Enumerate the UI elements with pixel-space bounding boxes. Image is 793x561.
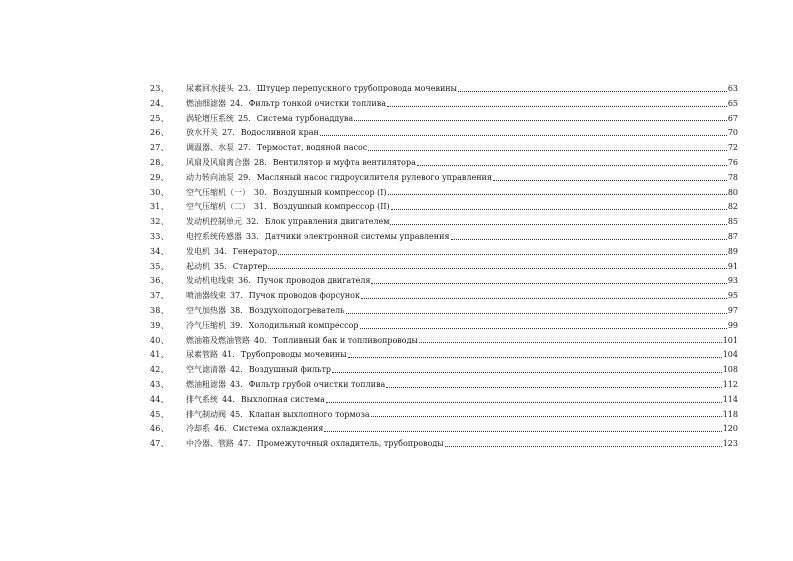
entry-title-russian: Датчики электронной системы управления — [264, 231, 450, 241]
entry-number-russian: 29. — [238, 172, 251, 182]
entry-number-russian: 47. — [238, 439, 251, 449]
page-number[interactable]: 101 — [722, 335, 738, 345]
toc-entry[interactable] — [150, 245, 738, 260]
entry-title — [186, 171, 728, 186]
entry-title-russian: Воздухоподогреватель — [248, 305, 345, 315]
toc-entry[interactable] — [150, 393, 738, 408]
page-number[interactable]: 87 — [727, 231, 738, 241]
entry-title-chinese: 调温器、水泵 — [186, 143, 234, 153]
entry-title-chinese: 燃油粗滤器 — [186, 379, 226, 389]
toc-entry[interactable] — [150, 274, 738, 289]
page-number[interactable]: 120 — [722, 424, 738, 434]
entry-number-russian: 31. — [254, 202, 267, 212]
dot-leader — [354, 120, 727, 121]
entry-number-russian: 34. — [214, 246, 227, 256]
entry-number-russian: 42. — [230, 365, 243, 375]
dot-leader — [371, 283, 726, 284]
page-number[interactable]: 65 — [727, 98, 738, 108]
entry-number-russian: 30. — [254, 187, 267, 197]
entry-title — [186, 378, 723, 393]
entry-title-russian: Масляный насос гидроусилителя рулевого управления — [256, 172, 492, 182]
entry-title-russian: Фильтр грубой очистки топлива — [248, 379, 386, 389]
entry-number-russian: 24. — [230, 98, 243, 108]
entry-title — [186, 408, 723, 423]
dot-leader — [390, 224, 726, 225]
dot-leader — [324, 431, 721, 432]
dot-leader — [346, 313, 727, 314]
entry-title-russian: Система охлаждения — [232, 424, 324, 434]
entry-title-russian: Трубопроводы мочевины — [240, 350, 347, 360]
dot-leader — [360, 328, 727, 329]
entry-title-chinese: 起动机 — [186, 261, 210, 271]
toc-entry[interactable] — [150, 319, 738, 334]
entry-title — [186, 97, 728, 112]
entry-number: 39、 — [150, 320, 169, 330]
page-number[interactable]: 123 — [722, 439, 738, 449]
entry-number: 38、 — [150, 305, 169, 315]
toc-entry[interactable] — [150, 141, 738, 156]
entry-number: 41、 — [150, 350, 169, 360]
entry-number: 40、 — [150, 335, 169, 345]
page-number[interactable]: 91 — [727, 261, 738, 271]
toc-entry[interactable] — [150, 215, 738, 230]
entry-number: 25、 — [150, 113, 169, 123]
page-number[interactable]: 76 — [727, 157, 738, 167]
entry-title — [186, 260, 728, 275]
toc-entry[interactable] — [150, 112, 738, 127]
page-number[interactable]: 112 — [722, 379, 738, 389]
dot-leader — [348, 357, 722, 358]
toc-entry[interactable] — [150, 289, 738, 304]
entry-title-chinese: 发动机电线束 — [186, 276, 234, 286]
dot-leader — [417, 165, 727, 166]
dot-leader — [419, 342, 722, 343]
entry-title-chinese: 发动机控制单元 — [186, 217, 242, 227]
entry-title — [186, 245, 728, 260]
entry-title — [186, 126, 728, 141]
entry-number: 36、 — [150, 276, 169, 286]
entry-title-chinese: 空气滤清器 — [186, 365, 226, 375]
dot-leader — [493, 180, 727, 181]
page-number[interactable]: 95 — [727, 291, 738, 301]
page-number[interactable]: 89 — [727, 246, 738, 256]
entry-number-russian: 43. — [230, 379, 243, 389]
entry-title-russian: Холодильный компрессор — [248, 320, 359, 330]
entry-title — [186, 230, 728, 245]
entry-title-chinese: 中冷器、管路 — [186, 439, 234, 449]
entry-number: 46、 — [150, 424, 169, 434]
entry-number: 47、 — [150, 439, 169, 449]
entry-title-russian: Фильтр тонкой очистки топлива — [248, 98, 386, 108]
dot-leader — [368, 150, 726, 151]
entry-title — [186, 186, 728, 201]
entry-title-chinese: 尿素管路 — [186, 350, 218, 360]
entry-title-chinese: 电控系统传感器 — [186, 231, 242, 241]
toc-entry[interactable] — [150, 422, 738, 437]
toc-entry[interactable] — [150, 230, 738, 245]
entry-title-chinese: 涡轮增压系统 — [186, 113, 234, 123]
entry-number: 43、 — [150, 379, 169, 389]
entry-title — [186, 156, 728, 171]
entry-title-russian: Система турбонаддува — [256, 113, 354, 123]
entry-number-russian: 39. — [230, 320, 243, 330]
page-number[interactable]: 118 — [722, 409, 738, 419]
entry-title-russian: Пучок проводов двигателя — [256, 276, 371, 286]
page-number[interactable]: 78 — [727, 172, 738, 182]
entry-number: 28、 — [150, 157, 169, 167]
entry-number-russian: 35. — [214, 261, 227, 271]
entry-number: 34、 — [150, 246, 169, 256]
entry-title — [186, 437, 723, 452]
entry-title — [186, 348, 723, 363]
toc-entry[interactable] — [150, 82, 738, 97]
toc-entry[interactable] — [150, 304, 738, 319]
toc-entry[interactable] — [150, 334, 738, 349]
dot-leader — [268, 268, 726, 269]
entry-number-russian: 38. — [230, 305, 243, 315]
entry-title-russian: Водосливной кран — [240, 128, 319, 138]
entry-title — [186, 422, 723, 437]
dot-leader — [391, 209, 727, 210]
toc-entry[interactable] — [150, 363, 738, 378]
entry-title — [186, 200, 728, 215]
entry-number: 26、 — [150, 128, 169, 138]
entry-title-chinese: 空气压缩机（二） — [186, 202, 250, 212]
entry-title — [186, 274, 728, 289]
entry-title — [186, 363, 723, 378]
entry-title — [186, 289, 728, 304]
toc-entry[interactable] — [150, 348, 738, 363]
entry-title-chinese: 冷却系 — [186, 424, 210, 434]
entry-number-russian: 25. — [238, 113, 251, 123]
dot-leader — [386, 387, 721, 388]
dot-leader — [326, 402, 722, 403]
entry-number-russian: 44. — [222, 394, 235, 404]
entry-title-russian: Вентилятор и муфта вентилятора — [272, 157, 416, 167]
entry-title-chinese: 排气系统 — [186, 394, 218, 404]
dot-leader — [451, 239, 727, 240]
page-number[interactable]: 80 — [727, 187, 738, 197]
entry-number: 24、 — [150, 98, 169, 108]
entry-title-chinese: 放水开关 — [186, 128, 218, 138]
dot-leader — [320, 135, 727, 136]
table-of-contents — [150, 82, 738, 452]
entry-title-chinese: 动力转向油泵 — [186, 172, 234, 182]
toc-entry[interactable] — [150, 378, 738, 393]
entry-title — [186, 82, 728, 97]
entry-title-chinese: 喷油器线束 — [186, 291, 226, 301]
entry-title-chinese: 排气制动阀 — [186, 409, 226, 419]
entry-title-russian: Воздушный компрессор (II) — [272, 202, 390, 212]
entry-title-chinese: 燃油细滤器 — [186, 98, 226, 108]
entry-number: 44、 — [150, 394, 169, 404]
entry-title-russian: Промежуточный охладитель, трубопроводы — [256, 439, 444, 449]
entry-number-russian: 46. — [214, 424, 227, 434]
toc-entry[interactable] — [150, 171, 738, 186]
page-number[interactable]: 72 — [727, 143, 738, 153]
entry-number: 23、 — [150, 84, 169, 93]
entry-title-chinese: 风扇及风扇离合器 — [186, 157, 250, 167]
page-number[interactable]: 67 — [727, 113, 738, 123]
entry-title — [186, 304, 728, 319]
entry-title-chinese: 空气压缩机（一） — [186, 187, 250, 197]
toc-entry[interactable] — [150, 156, 738, 171]
entry-title-chinese: 冷气压缩机 — [186, 320, 226, 330]
entry-number: 29、 — [150, 172, 169, 182]
dot-leader — [388, 194, 727, 195]
entry-title-chinese: 发电机 — [186, 246, 210, 256]
entry-title-russian: Выхлопная система — [240, 394, 325, 404]
entry-number-russian: 37. — [230, 291, 243, 301]
entry-number-russian: 40. — [254, 335, 267, 345]
entry-number: 27、 — [150, 143, 169, 153]
dot-leader — [445, 446, 722, 447]
entry-title-russian: Генератор — [232, 246, 278, 256]
page-number[interactable]: 108 — [722, 365, 738, 375]
entry-number-russian: 23. — [238, 84, 251, 93]
entry-number: 37、 — [150, 291, 169, 301]
entry-title-russian: Термостат, водяной насос — [256, 143, 368, 153]
entry-title-russian: Воздушный фильтр — [248, 365, 332, 375]
entry-number-russian: 32. — [246, 217, 259, 227]
dot-leader — [278, 254, 727, 255]
page-number[interactable]: 114 — [722, 394, 738, 404]
toc-entry[interactable] — [150, 186, 738, 201]
entry-number-russian: 36. — [238, 276, 251, 286]
entry-number-russian: 28. — [254, 157, 267, 167]
entry-title — [186, 141, 728, 156]
entry-number-russian: 27. — [222, 128, 235, 138]
entry-title-chinese: 空气加热器 — [186, 305, 226, 315]
entry-number: 45、 — [150, 409, 169, 419]
entry-number-russian: 45. — [230, 409, 243, 419]
entry-title — [186, 215, 728, 230]
toc-entry[interactable] — [150, 408, 738, 423]
entry-number-russian: 27. — [238, 143, 251, 153]
toc-entry[interactable] — [150, 437, 738, 452]
entry-number: 42、 — [150, 365, 169, 375]
entry-title-russian: Топливный бак и топливопроводы — [272, 335, 418, 345]
entry-title — [186, 112, 728, 127]
page-number[interactable]: 70 — [727, 128, 738, 138]
toc-entry[interactable] — [150, 97, 738, 112]
page-number[interactable]: 97 — [727, 305, 738, 315]
entry-title — [186, 319, 728, 334]
dot-leader — [361, 298, 727, 299]
entry-title-russian: Стартер — [232, 261, 268, 271]
entry-title-russian: Клапан выхлопного тормоза — [248, 409, 370, 419]
entry-number: 33、 — [150, 231, 169, 241]
toc-entry[interactable] — [150, 260, 738, 275]
page-number[interactable]: 99 — [727, 320, 738, 330]
dot-leader — [458, 91, 727, 92]
entry-title-russian: Блок управления двигателем — [264, 217, 390, 227]
entry-title — [186, 334, 723, 349]
entry-number: 31、 — [150, 202, 169, 212]
entry-title-russian: Воздушный компрессор (I) — [272, 187, 387, 197]
entry-number: 32、 — [150, 217, 169, 227]
page-number[interactable]: 104 — [722, 350, 738, 360]
toc-entry[interactable] — [150, 126, 738, 141]
dot-leader — [387, 106, 727, 107]
entry-title-chinese: 燃油箱及燃油管路 — [186, 335, 250, 345]
page-number[interactable]: 93 — [727, 276, 738, 286]
page-number[interactable]: 63 — [727, 84, 738, 93]
entry-title-russian: Штуцер перепускного трубопровода мочевины — [256, 84, 457, 93]
dot-leader — [371, 416, 722, 417]
entry-number-russian: 41. — [222, 350, 235, 360]
entry-title-chinese: 尿素回水接头 — [186, 84, 234, 93]
entry-number: 30、 — [150, 187, 169, 197]
entry-number-russian: 33. — [246, 231, 259, 241]
entry-title-russian: Пучок проводов форсунок — [248, 291, 360, 301]
entry-number: 35、 — [150, 261, 169, 271]
dot-leader — [332, 372, 722, 373]
toc-entry[interactable] — [150, 200, 738, 215]
page-number[interactable]: 82 — [727, 202, 738, 212]
page-number[interactable]: 85 — [727, 217, 738, 227]
entry-title — [186, 393, 723, 408]
